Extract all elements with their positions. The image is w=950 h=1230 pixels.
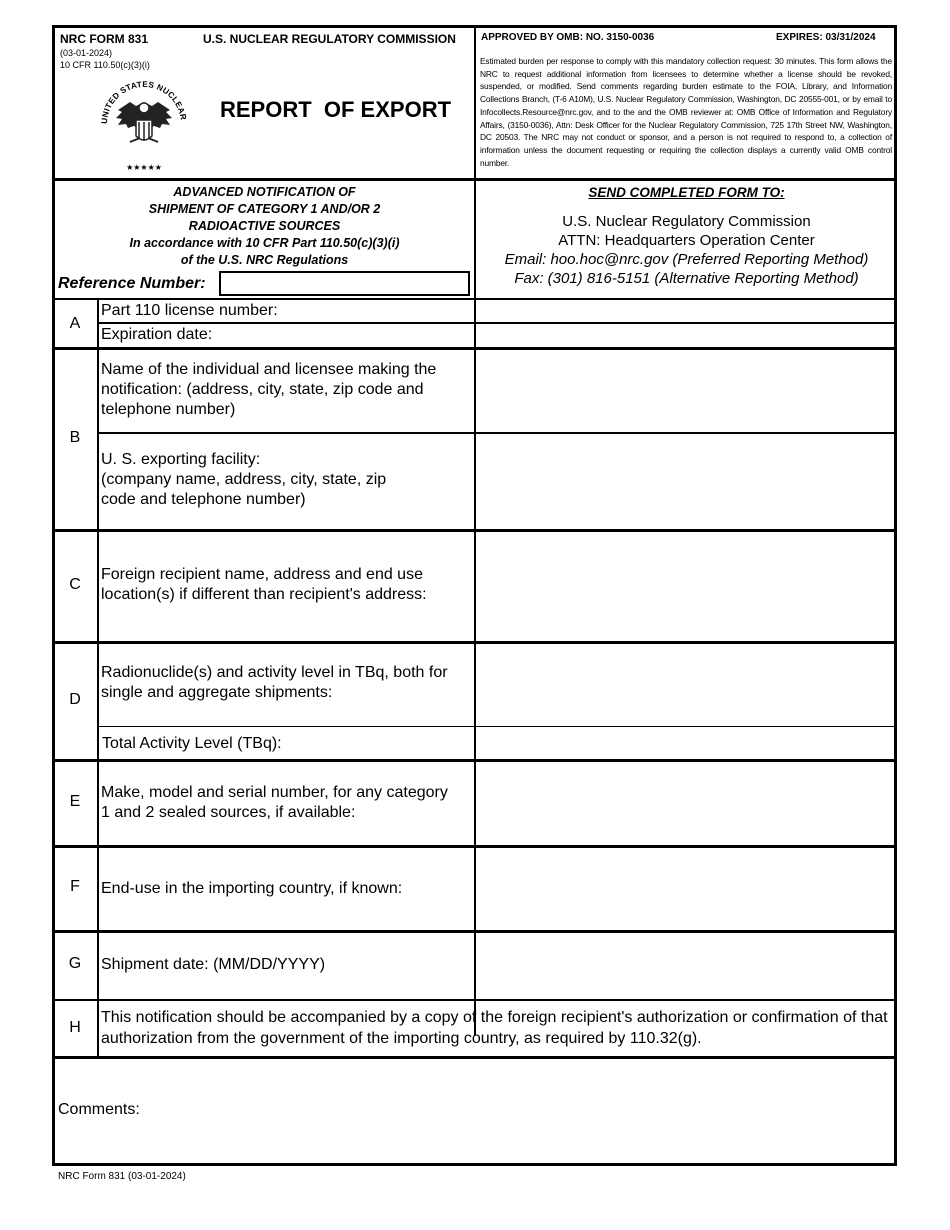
exporting-facility-input[interactable] xyxy=(477,434,894,529)
notification-line-2: SHIPMENT OF CATEGORY 1 AND/OR 2 xyxy=(148,202,381,216)
radionuclide-input[interactable] xyxy=(477,644,894,725)
shipment-date-input[interactable] xyxy=(477,933,894,999)
nrc-seal xyxy=(92,72,196,176)
omb-approval: APPROVED BY OMB: NO. 3150-0036 xyxy=(481,32,655,43)
notification-title xyxy=(55,184,474,269)
reference-number-label: Reference Number: xyxy=(58,275,206,292)
eagle-icon xyxy=(116,102,172,142)
section-h-bottom-rule xyxy=(52,1056,897,1059)
notification-line-1: ADVANCED NOTIFICATION OF xyxy=(173,185,356,199)
license-number-input[interactable] xyxy=(477,300,894,322)
foreign-recipient-input[interactable] xyxy=(477,532,894,641)
section-c-letter: C xyxy=(69,576,81,593)
form-number: NRC FORM 831 xyxy=(60,32,149,46)
exporting-facility-label: U. S. exporting facility: (company name, address, city, state, zip code and telephone number) xyxy=(101,451,387,508)
section-f-letter: F xyxy=(70,878,80,895)
send-to-fax: Fax: (301) 816-5151 (Alternative Reporting Method) xyxy=(514,270,859,287)
form-date: (03-01-2024) xyxy=(60,48,113,58)
section-g-bottom-rule xyxy=(52,999,897,1001)
expiration-date-label: Expiration date: xyxy=(101,326,213,343)
notification-line-3: RADIOACTIVE SOURCES xyxy=(188,219,341,233)
sealed-source-label: Make, model and serial number, for any category 1 and 2 sealed sources, if available: xyxy=(101,784,448,821)
send-to-line-1: U.S. Nuclear Regulatory Commission xyxy=(562,213,811,230)
send-to-heading: SEND COMPLETED FORM TO: xyxy=(588,185,785,200)
agency-name: U.S. NUCLEAR REGULATORY COMMISSION xyxy=(203,32,456,46)
foreign-recipient-label: Foreign recipient name, address and end use location(s) if different than recipient's address: xyxy=(101,566,427,603)
section-e-letter: E xyxy=(69,793,81,810)
comments-input[interactable] xyxy=(140,1062,892,1162)
form-title: REPORT OF EXPORT xyxy=(220,97,452,122)
section-a-letter: A xyxy=(69,315,81,332)
authorization-notice: This notification should be accompanied by a copy of the foreign recipient's authorization or confirmation of that authorization from the government of the importing country, as required by 110.32(g). xyxy=(101,1009,888,1047)
notification-line-5: of the U.S. NRC Regulations xyxy=(180,253,349,267)
section-h-letter: H xyxy=(69,1019,81,1036)
licensee-name-label: Name of the individual and licensee making the notification: (address, city, state, zip code and telephone number) xyxy=(101,361,437,418)
send-to-line-2: ATTN: Headquarters Operation Center xyxy=(558,232,815,249)
send-to-block xyxy=(476,185,897,288)
notification-line-4: In accordance with 10 CFR Part 110.50(c)(3)(i) xyxy=(129,236,400,250)
letter-column-divider xyxy=(97,298,99,1058)
licensee-name-input[interactable] xyxy=(477,350,894,432)
section-b-letter: B xyxy=(69,429,81,446)
seal-text: UNITED STATES NUCLEAR xyxy=(99,79,188,125)
expiration-notice: EXPIRES: 03/31/2024 xyxy=(776,32,876,43)
end-use-label: End-use in the importing country, if known: xyxy=(101,880,403,897)
section-g-letter: G xyxy=(68,955,82,972)
burden-statement: Estimated burden per response to comply with this mandatory collection request: 30 minutes. This form allows the NRC to request additional information from licensees to determine whether a license should be revoked, suspended, or modified. Send comments regarding burden estimate to the FOIA, Library, and Information Collections Branch, (T-6 A10M), U.S. Nuclear Regulatory Commission, Washington, DC 20555-001, or by email to Infocollects.Resource@nrc.gov, and to the and the OMB reviewer at: OMB Office of Information and Regulatory Affairs, (3150-0036), Attn: Desk Officer for the Nuclear Regulatory Commission, 725 17th Street NW, Washington, DC 20503. The NRC may not conduct or sponsor, and a person is not required to respond to, a collection of information unless the document requesting or requiring the collection displays a currently valid OMB control number. xyxy=(480,56,892,168)
sealed-source-input[interactable] xyxy=(477,762,894,845)
section-d-letter: D xyxy=(69,691,81,708)
license-number-label: Part 110 license number: xyxy=(101,302,278,319)
total-activity-input[interactable] xyxy=(477,727,894,759)
header-bottom-rule xyxy=(52,178,897,181)
total-activity-label: Total Activity Level (TBq): xyxy=(102,735,282,752)
send-to-email: Email: hoo.hoc@nrc.gov (Preferred Reporting Method) xyxy=(504,251,869,268)
shipment-date-label: Shipment date: (MM/DD/YYYY) xyxy=(101,956,326,973)
seal-stars: ★★★★★ xyxy=(126,163,162,172)
expiration-date-input[interactable] xyxy=(477,324,894,347)
footer-form-id: NRC Form 831 (03-01-2024) xyxy=(58,1171,186,1182)
reference-number-input[interactable] xyxy=(219,271,470,296)
end-use-input[interactable] xyxy=(477,848,894,930)
radionuclide-label: Radionuclide(s) and activity level in TBq, both for single and aggregate shipments: xyxy=(101,664,448,701)
cfr-reference: 10 CFR 110.50(c)(3)(i) xyxy=(60,60,150,70)
comments-label: Comments: xyxy=(58,1101,140,1118)
